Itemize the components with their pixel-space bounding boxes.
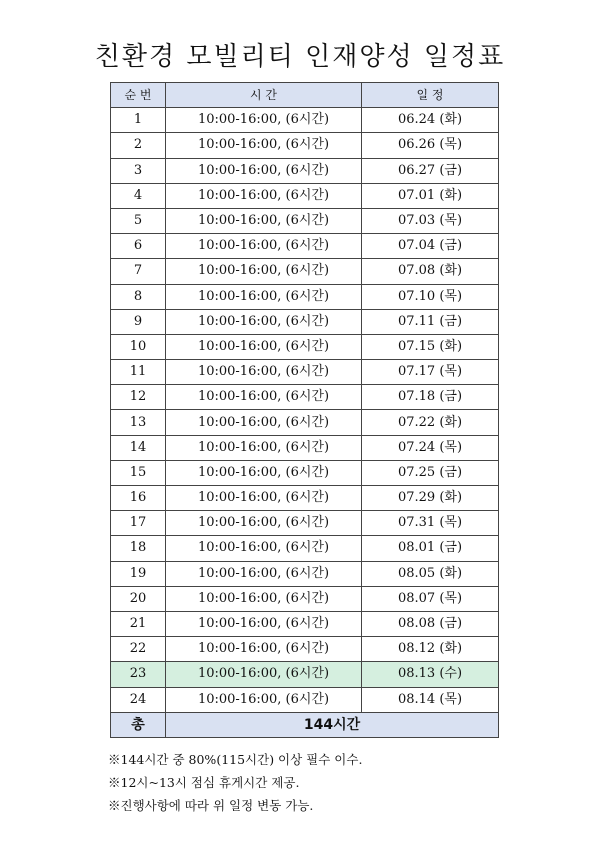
cell-no: 10 <box>111 334 166 359</box>
cell-time: 10:00-16:00, (6시간) <box>166 259 362 284</box>
cell-date: 08.13 (수) <box>362 662 499 687</box>
cell-time: 10:00-16:00, (6시간) <box>166 309 362 334</box>
cell-date: 06.24 (화) <box>362 108 499 133</box>
cell-date: 07.29 (화) <box>362 486 499 511</box>
cell-no: 22 <box>111 637 166 662</box>
total-label: 총 <box>111 712 166 737</box>
cell-time: 10:00-16:00, (6시간) <box>166 637 362 662</box>
cell-time: 10:00-16:00, (6시간) <box>166 360 362 385</box>
cell-no: 18 <box>111 536 166 561</box>
table-row <box>111 158 499 183</box>
cell-no: 4 <box>111 183 166 208</box>
schedule-rows <box>111 108 499 713</box>
cell-time: 10:00-16:00, (6시간) <box>166 234 362 259</box>
table-row <box>111 208 499 233</box>
cell-date: 06.27 (금) <box>362 158 499 183</box>
header-date: 일 정 <box>362 83 499 108</box>
cell-time: 10:00-16:00, (6시간) <box>166 158 362 183</box>
cell-date: 06.26 (목) <box>362 133 499 158</box>
cell-time: 10:00-16:00, (6시간) <box>166 536 362 561</box>
cell-date: 08.05 (화) <box>362 561 499 586</box>
cell-time: 10:00-16:00, (6시간) <box>166 284 362 309</box>
cell-date: 07.04 (금) <box>362 234 499 259</box>
note-1: ※144시간 중 80%(115시간) 이상 필수 이수. <box>108 752 363 767</box>
cell-time: 10:00-16:00, (6시간) <box>166 385 362 410</box>
cell-time: 10:00-16:00, (6시간) <box>166 561 362 586</box>
cell-no: 5 <box>111 208 166 233</box>
table-row <box>111 259 499 284</box>
cell-date: 08.12 (화) <box>362 637 499 662</box>
cell-date: 08.07 (목) <box>362 586 499 611</box>
cell-date: 07.01 (화) <box>362 183 499 208</box>
cell-no: 21 <box>111 611 166 636</box>
cell-time: 10:00-16:00, (6시간) <box>166 410 362 435</box>
cell-no: 7 <box>111 259 166 284</box>
cell-time: 10:00-16:00, (6시간) <box>166 662 362 687</box>
cell-date: 07.18 (금) <box>362 385 499 410</box>
cell-no: 3 <box>111 158 166 183</box>
table-row <box>111 183 499 208</box>
table-row <box>111 687 499 712</box>
cell-no: 15 <box>111 460 166 485</box>
cell-no: 14 <box>111 435 166 460</box>
cell-no: 2 <box>111 133 166 158</box>
table-row <box>111 385 499 410</box>
table-row <box>111 662 499 687</box>
cell-no: 11 <box>111 360 166 385</box>
page-title: 친환경 모빌리티 인재양성 일정표 <box>94 42 506 72</box>
cell-time: 10:00-16:00, (6시간) <box>166 486 362 511</box>
cell-no: 20 <box>111 586 166 611</box>
table-row <box>111 284 499 309</box>
cell-date: 08.14 (목) <box>362 687 499 712</box>
table-row <box>111 108 499 133</box>
cell-time: 10:00-16:00, (6시간) <box>166 133 362 158</box>
cell-date: 07.25 (금) <box>362 460 499 485</box>
table-row <box>111 334 499 359</box>
header-time: 시 간 <box>166 83 362 108</box>
cell-date: 07.03 (목) <box>362 208 499 233</box>
note-2: ※12시~13시 점심 휴게시간 제공. <box>108 775 300 790</box>
table-row <box>111 309 499 334</box>
table-row <box>111 536 499 561</box>
cell-time: 10:00-16:00, (6시간) <box>166 511 362 536</box>
cell-time: 10:00-16:00, (6시간) <box>166 611 362 636</box>
schedule-table <box>110 82 499 738</box>
table-row <box>111 133 499 158</box>
cell-date: 07.11 (금) <box>362 309 499 334</box>
table-row <box>111 637 499 662</box>
cell-time: 10:00-16:00, (6시간) <box>166 183 362 208</box>
table-row <box>111 460 499 485</box>
cell-date: 07.17 (목) <box>362 360 499 385</box>
table-row <box>111 611 499 636</box>
table-row <box>111 511 499 536</box>
table-header-row <box>111 83 499 108</box>
header-no: 순 번 <box>111 83 166 108</box>
cell-date: 07.15 (화) <box>362 334 499 359</box>
table-row <box>111 586 499 611</box>
cell-no: 12 <box>111 385 166 410</box>
cell-no: 16 <box>111 486 166 511</box>
total-row <box>111 712 499 737</box>
table-row <box>111 410 499 435</box>
cell-date: 07.10 (목) <box>362 284 499 309</box>
table-row <box>111 561 499 586</box>
cell-no: 19 <box>111 561 166 586</box>
cell-no: 17 <box>111 511 166 536</box>
table-row <box>111 360 499 385</box>
total-value: 144시간 <box>166 712 499 737</box>
cell-no: 8 <box>111 284 166 309</box>
notes <box>108 748 362 817</box>
cell-date: 07.31 (목) <box>362 511 499 536</box>
table-row <box>111 234 499 259</box>
cell-no: 9 <box>111 309 166 334</box>
cell-time: 10:00-16:00, (6시간) <box>166 460 362 485</box>
cell-time: 10:00-16:00, (6시간) <box>166 334 362 359</box>
table-row <box>111 486 499 511</box>
cell-time: 10:00-16:00, (6시간) <box>166 687 362 712</box>
cell-date: 08.08 (금) <box>362 611 499 636</box>
cell-no: 23 <box>111 662 166 687</box>
note-3: ※진행사항에 따라 위 일정 변동 가능. <box>108 798 314 813</box>
cell-no: 13 <box>111 410 166 435</box>
cell-time: 10:00-16:00, (6시간) <box>166 435 362 460</box>
cell-time: 10:00-16:00, (6시간) <box>166 208 362 233</box>
cell-date: 07.22 (화) <box>362 410 499 435</box>
cell-time: 10:00-16:00, (6시간) <box>166 108 362 133</box>
cell-no: 24 <box>111 687 166 712</box>
cell-date: 07.24 (목) <box>362 435 499 460</box>
cell-no: 1 <box>111 108 166 133</box>
cell-date: 07.08 (화) <box>362 259 499 284</box>
cell-time: 10:00-16:00, (6시간) <box>166 586 362 611</box>
table-row <box>111 435 499 460</box>
cell-date: 08.01 (금) <box>362 536 499 561</box>
cell-no: 6 <box>111 234 166 259</box>
